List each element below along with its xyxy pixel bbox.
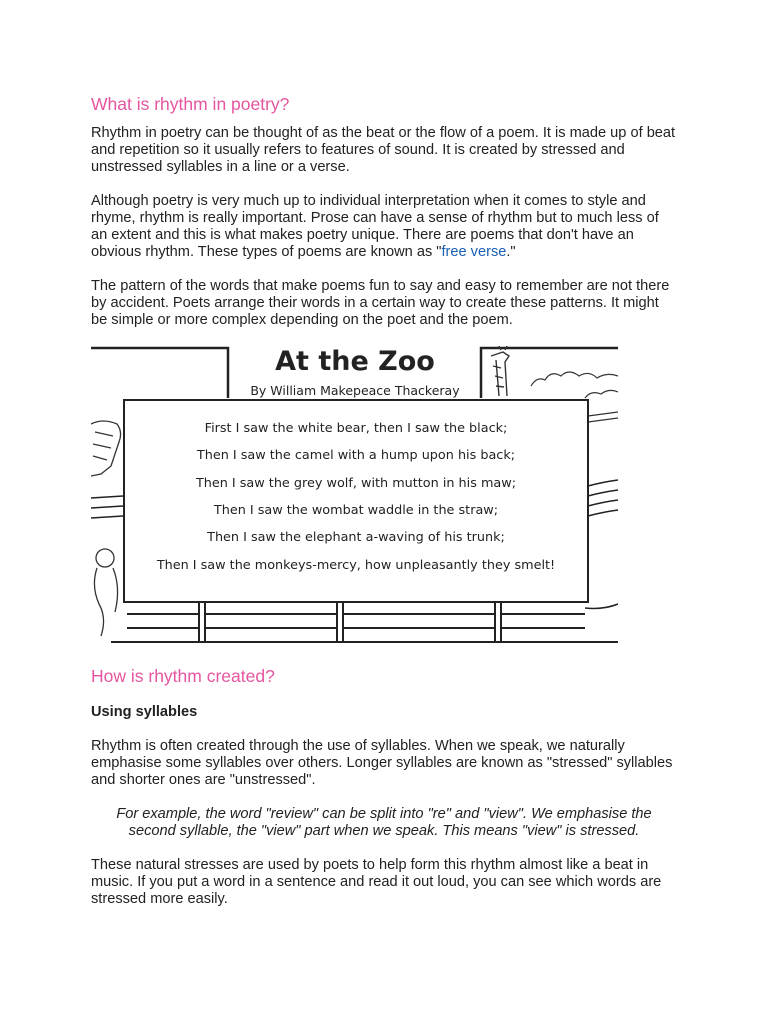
poem-box xyxy=(123,399,589,603)
paragraph-natural-stresses: These natural stresses are used by poets to help form this rhythm almost like a beat in music. If you put a word in a sentence and read it out loud, you can see which words are stressed more easily. xyxy=(91,857,662,907)
poem-line: Then I saw the elephant a-waving of his trunk; xyxy=(207,530,505,545)
poem-line: Then I saw the monkeys-mercy, how unpleasantly they smelt! xyxy=(156,558,556,573)
paragraph-intro: Rhythm in poetry can be thought of as the beat or the flow of a poem. It is made up of beat and repetition so it usually refers to features of sound. It is created by stressed and unstressed syllables in a line or a verse. xyxy=(91,125,676,175)
heading-what-is-rhythm: What is rhythm in poetry? xyxy=(91,94,290,114)
poem-line: Then I saw the grey wolf, with mutton in his maw; xyxy=(195,476,517,491)
subheading-using-syllables: Using syllables xyxy=(91,704,198,720)
paragraph-interpretation xyxy=(91,193,677,261)
paragraph-patterns: The pattern of the words that make poems fun to say and easy to remember are not there by accident. Poets arrange their words in a certain way to create these patterns. It might be simple or more complex depending on the poet and the poem. xyxy=(91,278,670,328)
article xyxy=(91,94,677,908)
example-review: For example, the word "review" can be split into "re" and "view". We emphasise the second syllable, the "view" part when we speak. This means "view" is stressed. xyxy=(116,806,652,839)
paragraph-interpretation-text: Although poetry is very much up to individual interpretation when it comes to style and rhyme, rhythm is really important. Prose can have a sense of rhythm but to much less of an extent and this is what makes poetry unique. There are poems that don't have an obvious rhythm. These types of poems are known as " xyxy=(91,193,659,260)
at-the-zoo-poem-illustration xyxy=(91,346,618,646)
poem-line: Then I saw the camel with a hump upon his back; xyxy=(196,448,516,463)
paragraph-syllables: Rhythm is often created through the use of syllables. When we speak, we naturally emphasise some syllables over others. Longer syllables are known as "stressed" syllables and shorter ones are "unstressed". xyxy=(91,738,673,788)
poem-title: At the Zoo xyxy=(275,346,435,377)
paragraph-interpretation-end: ." xyxy=(506,244,516,260)
poem-line: First I saw the white bear, then I saw the black; xyxy=(204,421,508,436)
heading-how-is-rhythm-created: How is rhythm created? xyxy=(91,666,275,686)
poem-author: By William Makepeace Thackeray xyxy=(250,383,460,398)
free-verse-link[interactable]: free verse xyxy=(441,244,507,260)
poem-line: Then I saw the wombat waddle in the straw; xyxy=(213,503,499,518)
